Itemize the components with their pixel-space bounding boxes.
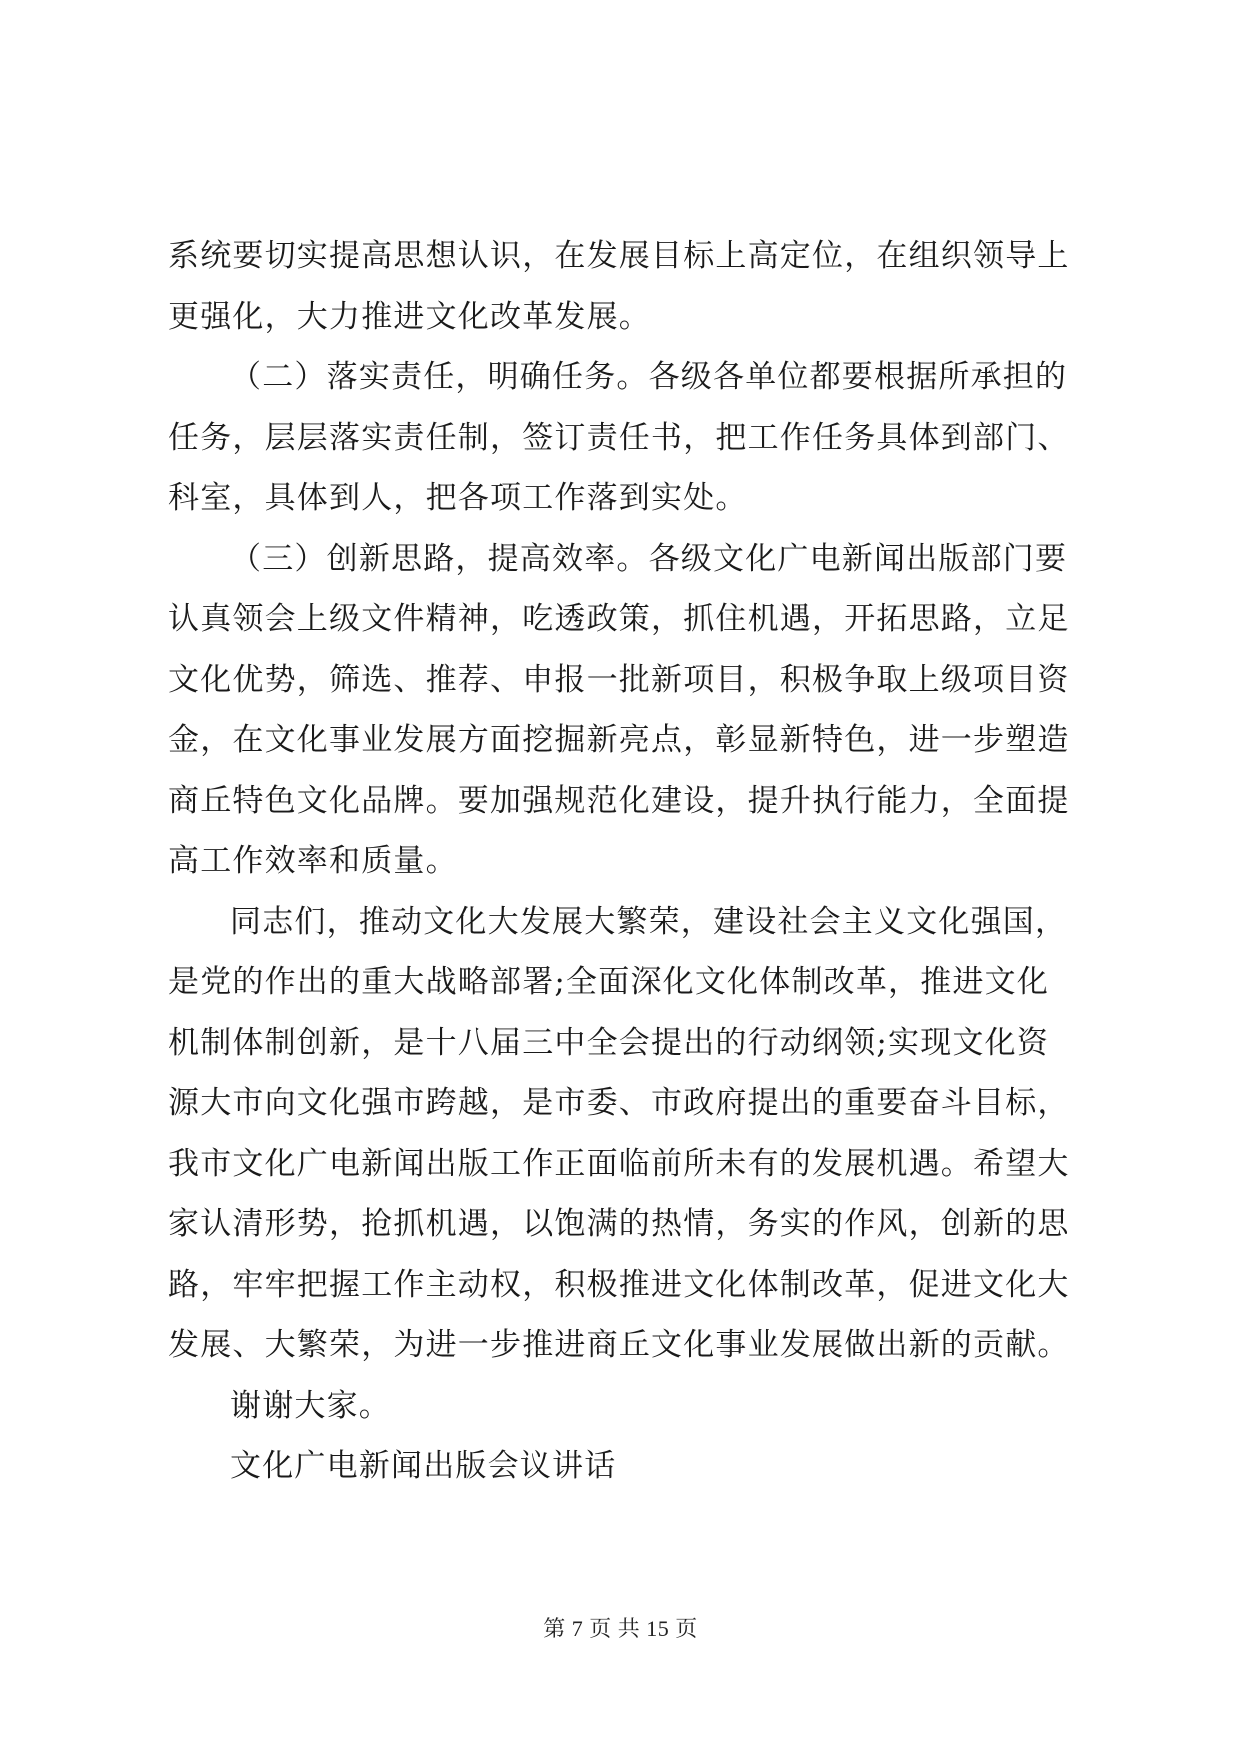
text-line: 家认清形势，抢抓机遇，以饱满的热情，务实的作风，创新的思	[168, 1206, 1070, 1242]
text-line: 是党的作出的重大战略部署;全面深化文化体制改革，推进文化	[168, 964, 1050, 1000]
paragraph-1	[168, 226, 1078, 347]
text-line: 我市文化广电新闻出版工作正面临前所未有的发展机遇。希望大	[168, 1145, 1070, 1182]
text-line: 系统要切实提高思想认识，在发展目标上高定位，在组织领导上	[168, 238, 1070, 274]
text-line: 源大市向文化强市跨越，是市委、市政府提出的重要奋斗目标，	[168, 1085, 1070, 1121]
text-line: （三）创新思路，提高效率。各级文化广电新闻出版部门要	[230, 540, 1068, 577]
text-line: 文化广电新闻出版会议讲话	[230, 1448, 617, 1484]
text-line: 高工作效率和质量。	[168, 843, 458, 879]
paragraph-2	[168, 347, 1078, 529]
text-line: （二）落实责任，明确任务。各级各单位都要根据所承担的	[230, 359, 1068, 395]
text-line: 科室，具体到人，把各项工作落到实处。	[168, 480, 748, 516]
text-line: 认真领会上级文件精神，吃透政策，抓住机遇，开拓思路，立足	[168, 601, 1070, 637]
document-body	[168, 226, 1078, 1497]
text-line: 同志们，推动文化大发展大繁荣，建设社会主义文化强国，	[230, 903, 1068, 940]
page-number-footer: 第 7 页 共 15 页	[543, 1616, 698, 1641]
text-line: 文化优势，筛选、推荐、申报一批新项目，积极争取上级项目资	[168, 661, 1070, 698]
paragraph-3	[168, 529, 1078, 892]
text-line: 金，在文化事业发展方面挖掘新亮点，彰显新特色，进一步塑造	[168, 722, 1070, 758]
paragraph-next-title	[168, 1436, 1078, 1497]
text-line: 路，牢牢把握工作主动权，积极推进文化体制改革，促进文化大	[168, 1266, 1070, 1303]
paragraph-closing	[168, 1376, 1078, 1437]
text-line: 谢谢大家。	[230, 1387, 391, 1424]
text-line: 发展、大繁荣，为进一步推进商丘文化事业发展做出新的贡献。	[168, 1327, 1070, 1363]
text-line: 任务，层层落实责任制，签订责任书，把工作任务具体到部门、	[168, 419, 1070, 456]
text-line: 商丘特色文化品牌。要加强规范化建设，提升执行能力，全面提	[168, 782, 1070, 819]
text-line: 机制体制创新，是十八届三中全会提出的行动纲领;实现文化资	[168, 1024, 1050, 1061]
text-line: 更强化，大力推进文化改革发展。	[168, 298, 651, 335]
paragraph-4	[168, 892, 1078, 1376]
